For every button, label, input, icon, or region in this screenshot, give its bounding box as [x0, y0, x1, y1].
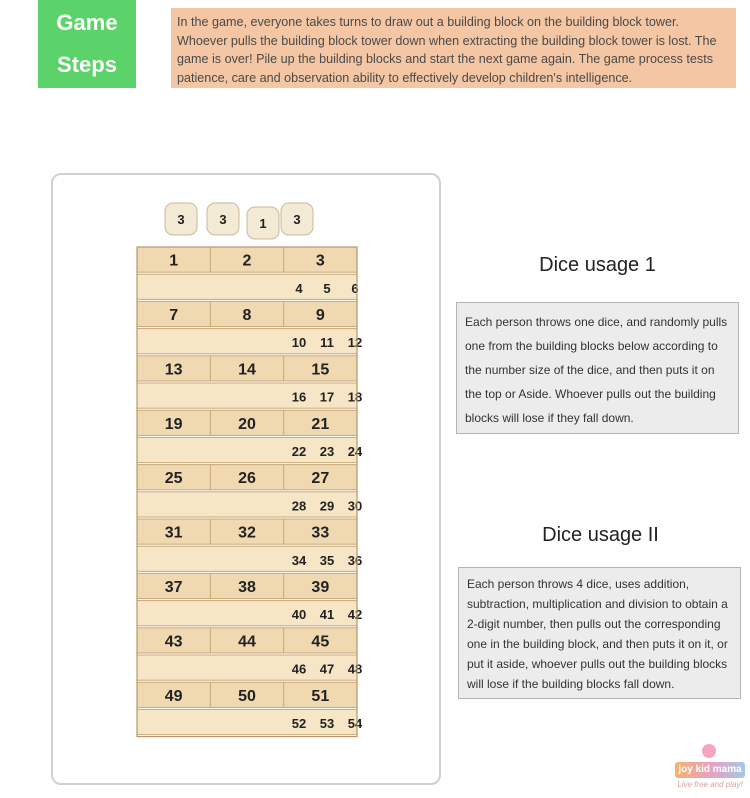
game-steps-description: In the game, everyone takes turns to draw out a building block on the building block tower. Whoever pulls the building block tower down when extracting the building block tower is lost. The game is over! Pile up the building blocks and start the next game again. The game process tests patience, care and observation ability to effectively develop children's intelligence. [171, 8, 736, 88]
block-number: 29 [319, 498, 335, 514]
logo-tagline: Live free and play! [677, 780, 743, 789]
block-number: 36 [347, 552, 363, 568]
tower-photo [51, 173, 441, 785]
block-number: 43 [164, 633, 183, 651]
block-number: 35 [319, 552, 335, 568]
block-number: 15 [311, 361, 330, 379]
dice-face-number: 3 [293, 212, 301, 227]
block-number: 47 [319, 661, 335, 677]
block-number: 34 [291, 552, 307, 568]
tower-illustration [53, 175, 439, 783]
block-number: 51 [311, 687, 330, 705]
dice-usage-1-text: Each person throws one dice, and randomly pulls one from the building blocks below according to the number size of the dice, and then puts it on the top or Aside. Whoever pulls out the building blocks will lose if they fall down. [456, 302, 739, 434]
block-number: 22 [291, 444, 307, 459]
dice-usage-2-text: Each person throws 4 dice, uses addition, subtraction, multiplication and division to obtain a 2-digit number, then pulls out the corresponding one in the building block, and then puts it on it, or put it aside, whoever pulls out the building blocks will lose if the building blocks fall down. [458, 567, 741, 699]
block-number: 10 [291, 335, 307, 351]
dice-face-number: 3 [219, 212, 227, 227]
block-number: 3 [315, 252, 325, 270]
block-number: 28 [291, 498, 307, 514]
block-number: 21 [311, 415, 330, 433]
block-number: 5 [323, 280, 331, 296]
block-number: 23 [319, 444, 335, 459]
block-number: 16 [291, 389, 307, 405]
block-number: 30 [347, 498, 363, 514]
badge-line-2: Steps [57, 52, 117, 77]
dice-face-number: 3 [177, 212, 185, 227]
logo-brand: joy kid mama [675, 762, 745, 778]
block-number: 19 [164, 415, 183, 433]
block-number: 20 [238, 415, 256, 433]
block-number: 39 [311, 579, 330, 596]
block-number: 46 [291, 661, 307, 677]
block-number: 7 [169, 307, 179, 324]
block-number: 4 [295, 280, 303, 296]
logo-mascot-icon [702, 744, 716, 758]
block-number: 49 [164, 687, 183, 705]
block-number: 18 [347, 389, 363, 405]
block-number: 17 [319, 389, 335, 405]
block-number: 45 [311, 633, 330, 651]
block-number: 26 [238, 470, 256, 488]
block-number: 11 [320, 335, 334, 351]
dice-usage-2-title: Dice usage II [542, 524, 659, 546]
block-number: 12 [347, 335, 363, 351]
block-number: 2 [242, 252, 252, 270]
dice-usage-1-title: Dice usage 1 [539, 254, 656, 276]
block-number: 41 [319, 607, 335, 623]
block-number: 25 [164, 470, 183, 488]
block-number: 31 [164, 524, 183, 542]
badge-line-1: Game [56, 10, 118, 35]
block-number: 48 [347, 661, 363, 677]
block-number: 54 [347, 716, 363, 731]
block-number: 42 [347, 607, 363, 623]
block-number: 50 [238, 687, 256, 705]
block-number: 14 [238, 361, 256, 379]
block-number: 52 [291, 716, 307, 731]
brand-logo [675, 740, 745, 792]
block-number: 32 [238, 524, 256, 542]
block-number: 38 [238, 579, 256, 596]
block-number: 27 [311, 470, 330, 488]
block-number: 40 [291, 607, 307, 623]
block-number: 24 [347, 444, 363, 459]
game-steps-badge [38, 0, 136, 88]
block-number: 53 [319, 716, 335, 731]
block-number: 44 [238, 633, 256, 651]
dice-face-number: 1 [259, 216, 267, 231]
block-number: 1 [169, 252, 179, 270]
block-number: 9 [315, 307, 325, 324]
block-number: 33 [311, 524, 330, 542]
block-number: 8 [242, 307, 252, 324]
block-number: 37 [164, 579, 183, 596]
block-number: 13 [164, 361, 183, 379]
block-number: 6 [351, 280, 359, 296]
